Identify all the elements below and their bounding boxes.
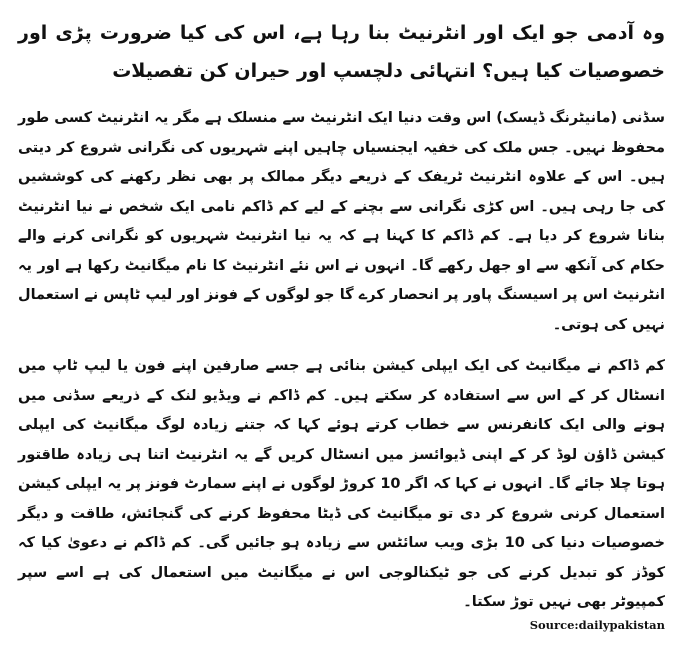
source-credit: Source:dailypakistan (529, 618, 665, 632)
article-paragraph-1: سڈنی (مانیٹرنگ ڈیسک) اس وقت دنیا ایک انٹرنیٹ سے منسلک ہے مگر یہ انٹرنیٹ کسی طور محفوظ نہیں۔ جس ملک کی خفیہ ایجنسیاں چاہیں اپنے شہریوں کی نگرانی شروع کر دیتی ہیں۔ اس کے علاوہ انٹرنیٹ ٹریفک کے ذریعے دیگر ممالک پر بھی نظر رکھنے کی کوششیں کی جا رہی ہیں۔ اس کڑی نگرانی سے بچنے کے لیے کم ڈاکم نامی ایک شخص نے نیا انٹرنیٹ بنانا شروع کر دیا ہے۔ کم ڈاکم کا کہنا ہے کہ یہ نیا انٹرنیٹ شہریوں کو نگرانی کرنے والے حکام کی آنکھ سے او جھل رکھے گا۔ انہوں نے اس نئے انٹرنیٹ کا نام میگانیٹ رکھا ہے اور یہ انٹرنیٹ اس پر اسیسنگ پاور پر انحصار کرے گا جو لوگوں کے فونز اور لیپ ٹاپس نے استعمال نہیں کی ہوتی۔ (18, 110, 665, 333)
article-headline: وہ آدمی جو ایک اور انٹرنیٹ بنا رہا ہے، اس کی کیا ضرورت پڑی اور خصوصیات کیا ہیں؟ انتہائی دلچسپ اور حیران کن تفصیلات (18, 22, 665, 82)
article-paragraph-2: کم ڈاکم نے میگانیٹ کی ایک ایپلی کیشن بنائی ہے جسے صارفین اپنے فون یا لیپ ٹاپ میں انسٹال کر کے اس سے استفادہ کر سکتے ہیں۔ کم ڈاکم نے ویڈیو لنک کے ذریعے سڈنی میں ہونے والی ایک کانفرنس سے خطاب کرتے ہوئے کہا کہ جتنے زیادہ لوگ میگانیٹ کی ایپلی کیشن ڈاؤن لوڈ کر کے اپنی ڈیوائسز میں انسٹال کریں گے یہ انٹرنیٹ اتنا ہی زیادہ طاقتور ہوتا چلا جائے گا۔ انہوں نے کہا کہ اگر 10 کروڑ لوگوں نے اپنے سمارٹ فونز پر یہ ایپلی کیشن استعمال کرنی شروع کر دی تو میگانیٹ کی ڈیٹا محفوظ کرنے کی گنجائش، طاقت و دیگر خصوصیات دنیا کی 10 بڑی ویب سائٹس سے زیادہ ہو جائیں گی۔ کم ڈاکم نے دعویٰ کیا کہ کوڈز کو تبدیل کرنے کی جو ٹیکنالوجی اس نے میگانیٹ میں استعمال کی ہے اسے سپر کمپیوٹر بھی نہیں توڑ سکتا۔ (18, 358, 666, 610)
article (18, 14, 665, 630)
